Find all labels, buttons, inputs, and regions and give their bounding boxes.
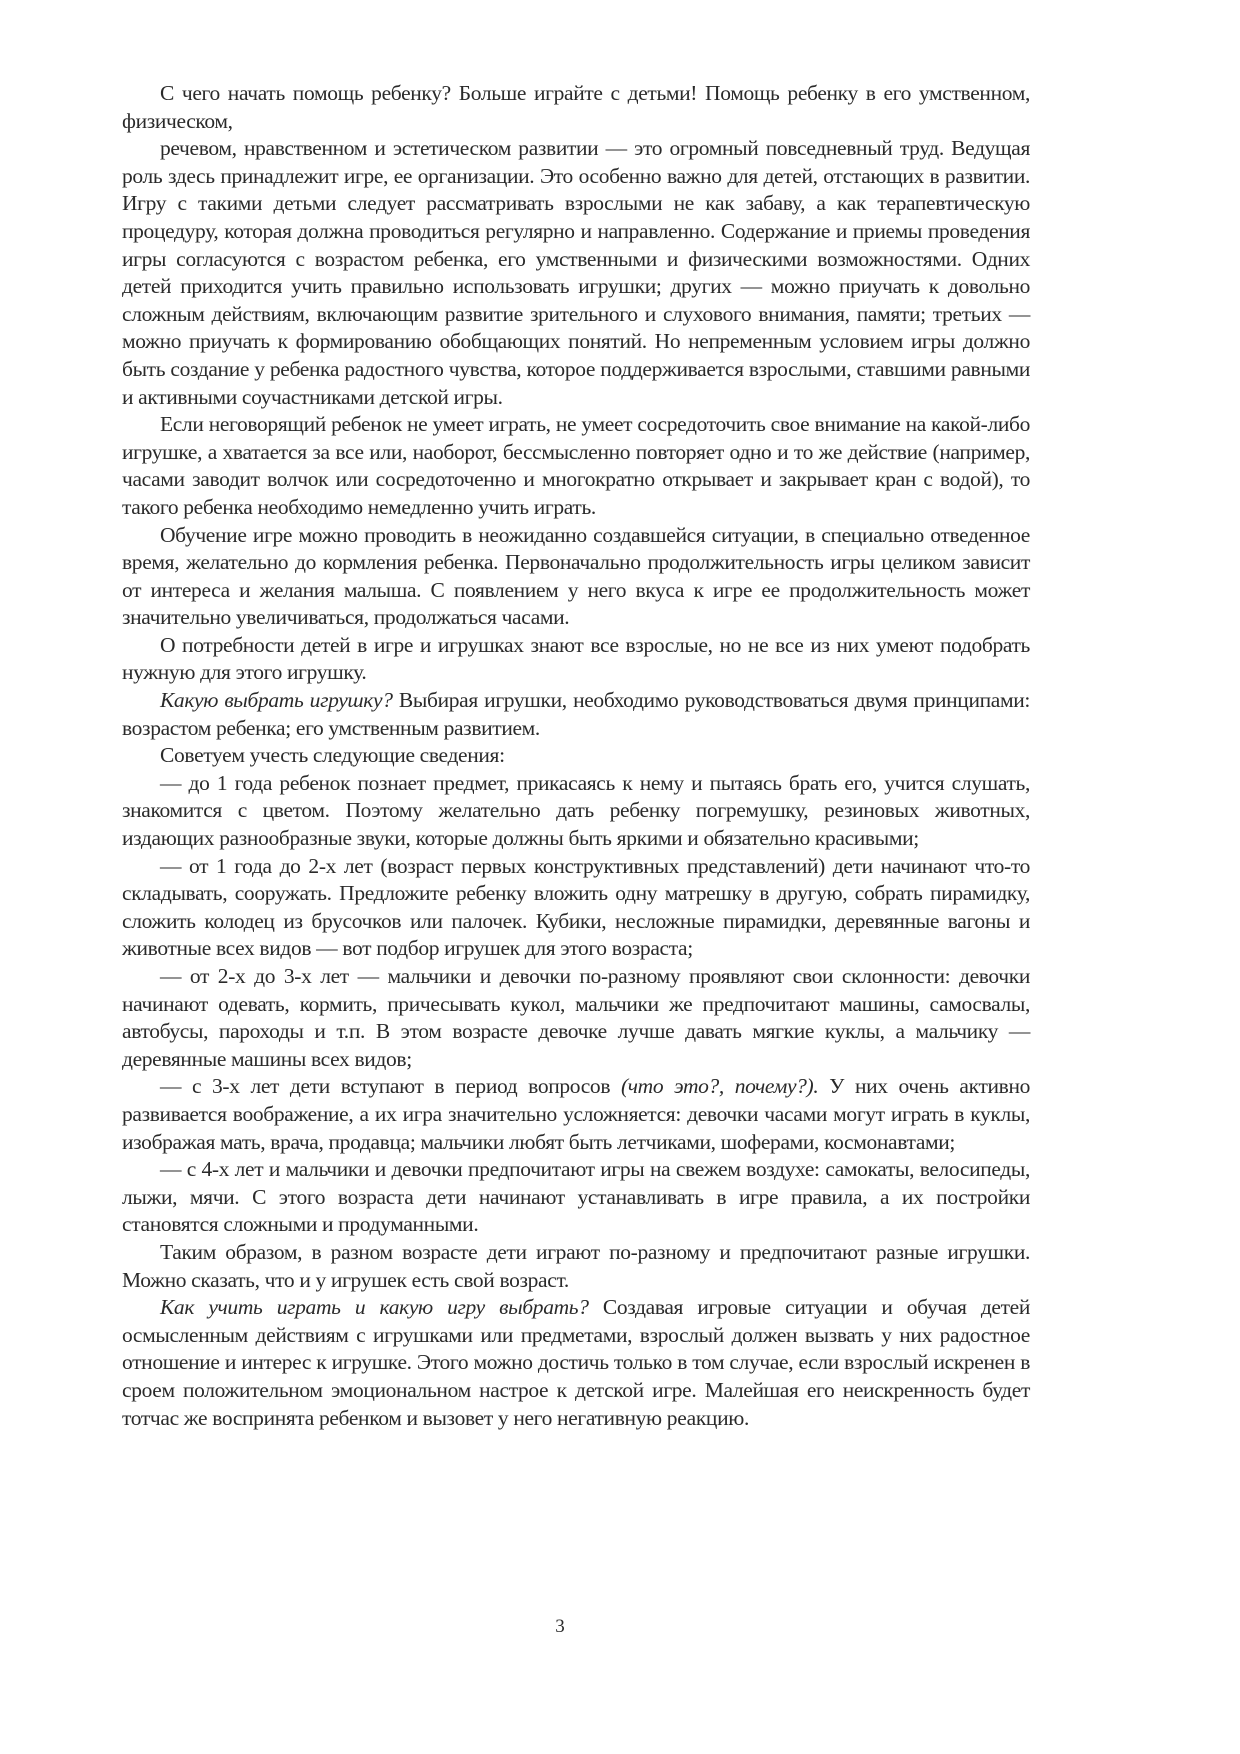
paragraph-how-to-teach — [122, 1294, 1030, 1432]
italic-heading: Какую выбрать игрушку? — [160, 688, 393, 713]
list-item-from-3 — [122, 1073, 1030, 1156]
paragraph-text: Обучение игре можно проводить в неожиданно создавшейся ситуации, в специально отведенное время, желательно до кормления ребенка. Первоначально продолжительность игры целиком зависит от интереса и желания малыша. С появлением у него вкуса к игре ее продолжительность может значительно увеличиваться, продолжаться часами. — [122, 522, 1030, 630]
paragraph-text: Если неговорящий ребенок не умеет играть, не умеет сосредоточить свое внимание на какой-либо игрушке, а хватается за все или, наоборот, бессмысленно повторяет одно и то же действие (например, часами заводит волчок или сосредоточенно и многократно открывает и закрывает кран с водой), то такого ребенка необходимо немедленно учить играть. — [122, 412, 1030, 519]
paragraph-text: речевом, нравственном и эстетическом развитии — это огромный повседневный труд. Ведущая роль здесь принадлежит игре, ее организации. Это особенно важно для детей, отстающих в развитии. Игру с такими детьми следует рассматривать взрослыми не как забаву, а как терапевтическую процедуру, которая должна проводиться регулярно и направленно. Содержание и приемы проведения игры согласуются с возрастом ребенка, его умственными и физическими возможностями. Одних детей приходится учить правильно использовать игрушки; других — можно приучать к довольно сложным действиям, включающим развитие зрительного и слухового внимания, памяти; третьих — можно приучать к формированию обобщающих понятий. Но непременным условием игры должно быть создание у ребенка радостного чувства, которое поддерживается взрослыми, ставшими равными и активными соучастниками детской игры. — [122, 136, 1030, 409]
paragraph-choose-toy — [122, 687, 1030, 742]
list-item-1-to-2 — [122, 853, 1030, 963]
paragraph-nonspeaking-child — [122, 411, 1030, 521]
paragraph-text: — с 3-х лет дети вступают в период вопросов — [160, 1074, 621, 1099]
paragraph-intro — [122, 80, 1030, 135]
paragraph-text: — от 1 года до 2-х лет (возраст первых конструктивных представлений) дети начинают что-то складывать, сооружать. Предложите ребенку вложить одну матрешку в другую, собрать пирамидку, сложить колодец из брусочков или палочек. Кубики, несложные пирамидки, деревянные вагоны и животные всех видов — вот подбор игрушек для этого возраста; — [122, 853, 1030, 961]
paragraph-text: Таким образом, в разном возрасте дети играют по-разному и предпочитают разные игрушки. Можно сказать, что и у игрушек есть свой возраст. — [122, 1239, 1030, 1292]
paragraph-need-for-play — [122, 632, 1030, 687]
paragraph-text: О потребности детей в игре и игрушках знают все взрослые, но не все из них умеют подобрать нужную для этого игрушку. — [122, 632, 1030, 685]
paragraph-text: Выбирая игрушки, необходимо руководствоваться двумя принципами: возрастом ребенка; его умственным развитием. — [122, 688, 1030, 740]
paragraph-conclusion — [122, 1239, 1030, 1294]
italic-aside: (что это?, почему?). — [620, 1074, 819, 1099]
paragraph-advice-intro — [122, 742, 1030, 770]
list-item-2-to-3 — [122, 963, 1030, 1073]
paragraph-text: — до 1 года ребенок познает предмет, прикасаясь к нему и пытаясь брать его, учится слушать, знакомится с цветом. Поэтому желательно дать ребенку погремушку, резиновых животных, издающих разнообразные звуки, которые должны быть яркими и обязательно красивыми; — [122, 770, 1030, 851]
italic-heading: Как учить играть и какую игру выбрать? — [160, 1295, 589, 1320]
paragraph-role-of-play — [122, 135, 1030, 411]
paragraph-text: У них очень активно развивается воображение, а их игра значительно усложняется: девочки часами могут играть в куклы, изображая мать, врача, продавца; мальчики любят быть летчиками, шоферами, космонавтами; — [122, 1074, 1030, 1154]
document-page — [122, 80, 1030, 1432]
paragraph-text: С чего начать помощь ребенку? Больше играйте с детьми! Помощь ребенку в его умственном, физическом, — [122, 81, 1030, 133]
list-item-from-4 — [122, 1156, 1030, 1239]
page-number: 3 — [555, 1616, 565, 1637]
paragraph-text: Советуем учесть следующие сведения: — [160, 743, 505, 768]
list-item-under-1 — [122, 770, 1030, 853]
paragraph-text: Создавая игровые ситуации и обучая детей осмысленным действиям с игрушками или предметами, взрослый должен вызвать у них радостное отношение и интерес к игрушке. Этого можно достичь только в том случае, если взрослый искренен в сроем положительном эмоциональном настрое к детской игре. Малейшая его неискренность будет тотчас же воспринята ребенком и вызовет у него негативную реакцию. — [122, 1295, 1030, 1430]
paragraph-teaching-play — [122, 522, 1030, 632]
paragraph-text: — от 2-х до 3-х лет — мальчики и девочки по-разному проявляют свои склонности: девочки начинают одевать, кормить, причесывать кукол, мальчики же предпочитают машины, самосвалы, автобусы, пароходы и т.п. В этом возрасте девочке лучше давать мягкие куклы, а мальчику — деревянные машины всех видов; — [122, 964, 1030, 1071]
paragraph-text: — с 4-х лет и мальчики и девочки предпочитают игры на свежем воздухе: самокаты, велосипеды, лыжи, мячи. С этого возраста дети начинают устанавливать в игре правила, а их постройки становятся сложными и продуманными. — [122, 1157, 1030, 1237]
